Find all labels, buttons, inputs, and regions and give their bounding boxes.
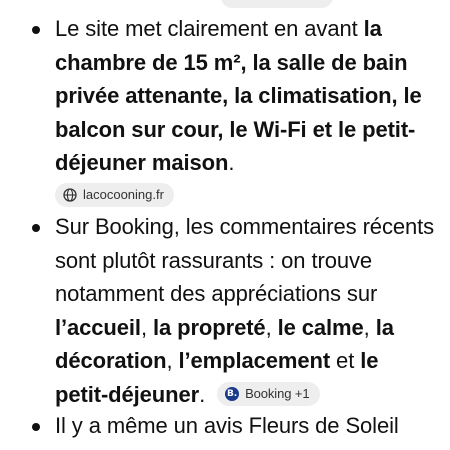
text-segment: Le site met clairement en avant: [55, 16, 364, 41]
text-segment: Sur Booking, les commentaires récents sont plutôt rassurants : on trouve notamment des appréciations sur: [55, 214, 435, 306]
bullet-dot: [32, 26, 40, 34]
bullet-text: [55, 409, 436, 443]
text-segment-bold: la décoration: [55, 314, 394, 373]
text-segment-bold: le calme: [277, 314, 364, 340]
list-item: [0, 12, 450, 211]
text-segment-bold: la chambre de 15 m², la salle de bain privée attenante, la climatisation, le balcon sur cour, le Wi-Fi et le petit-déjeuner maison: [55, 16, 422, 175]
bullet-dot: [32, 423, 40, 431]
list-item: [0, 210, 450, 411]
text-segment-bold: le petit-déjeuner: [55, 348, 379, 407]
list-item: [0, 409, 450, 443]
globe-icon: [63, 188, 77, 202]
source-chip-lacocooning[interactable]: [55, 183, 174, 207]
source-row: [55, 183, 436, 211]
text-segment: .: [228, 150, 235, 175]
text-segment: ,: [363, 314, 376, 340]
text-segment: ,: [265, 314, 278, 340]
bullet-text: [55, 210, 436, 411]
text-segment: ,: [140, 314, 153, 340]
text-segment-bold: l’emplacement: [178, 348, 331, 373]
bullet-dot: [32, 224, 40, 232]
text-segment-bold: la propreté: [152, 314, 266, 340]
booking-icon: B.: [227, 388, 238, 399]
text-segment: .: [199, 381, 206, 407]
text-segment-bold: l’accueil: [55, 314, 141, 340]
text-segment: ,: [166, 348, 179, 373]
source-chip-label: lacocooning.fr: [83, 186, 164, 202]
bullet-text: [55, 12, 436, 180]
text-segment: Il y a même un avis Fleurs de Soleil: [55, 413, 399, 438]
text-segment: et: [330, 348, 361, 373]
source-chip-label: Booking +1: [245, 385, 310, 401]
source-chip-booking[interactable]: [217, 382, 319, 406]
source-chip-partial[interactable]: [221, 0, 333, 8]
